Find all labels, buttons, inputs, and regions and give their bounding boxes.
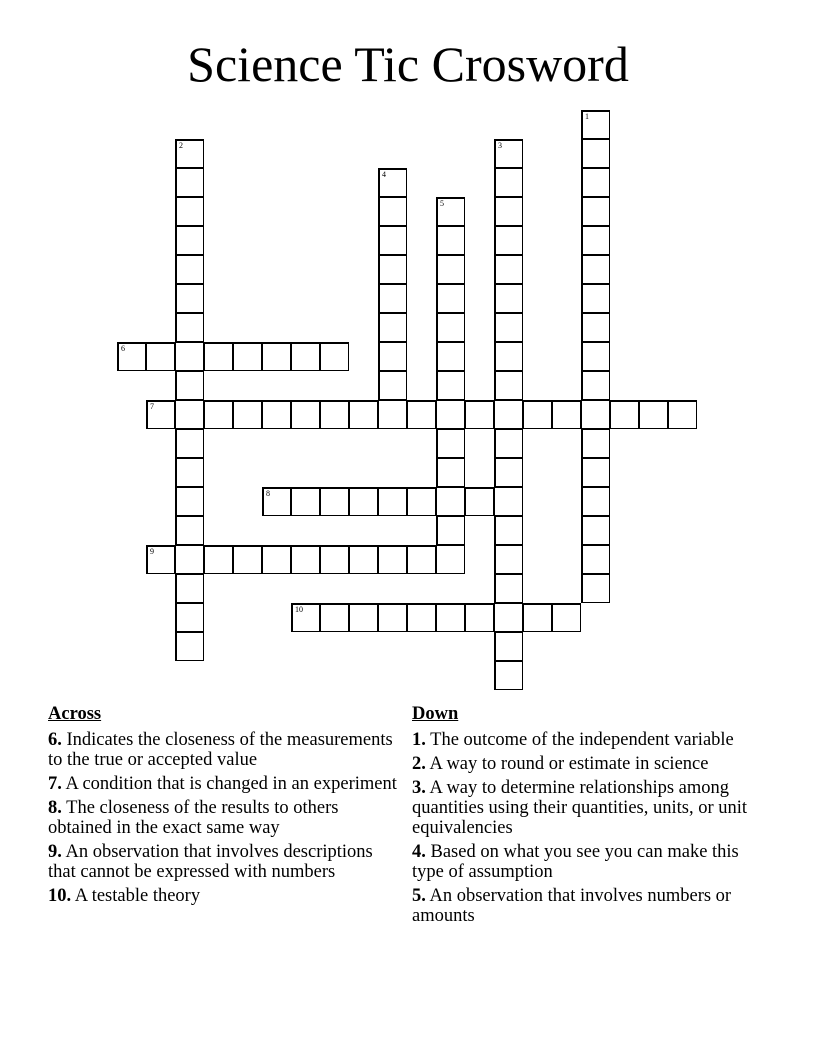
- clue-number: 10.: [48, 886, 72, 906]
- grid-cell[interactable]: [523, 603, 552, 632]
- clue-number-label: 10: [295, 605, 303, 614]
- grid-cell[interactable]: [494, 429, 523, 458]
- grid-cell[interactable]: [494, 255, 523, 284]
- grid-cell[interactable]: [668, 400, 697, 429]
- grid-cell[interactable]: [378, 284, 407, 313]
- grid-cell[interactable]: [552, 603, 581, 632]
- grid-cell[interactable]: [407, 400, 436, 429]
- clue-across-6: [48, 730, 404, 770]
- grid-cell[interactable]: [291, 342, 320, 371]
- grid-cell[interactable]: [581, 545, 610, 574]
- grid-cell[interactable]: [175, 342, 204, 371]
- grid-cell[interactable]: [581, 197, 610, 226]
- across-clues: [48, 702, 404, 910]
- grid-cell[interactable]: [175, 516, 204, 545]
- grid-cell[interactable]: [436, 284, 465, 313]
- grid-cell[interactable]: [494, 661, 523, 690]
- down-heading: Down: [412, 704, 459, 724]
- clue-across-9: [48, 842, 404, 882]
- grid-cell[interactable]: [146, 545, 175, 574]
- grid-cell[interactable]: [581, 226, 610, 255]
- grid-cell[interactable]: [494, 603, 523, 632]
- clue-number-label: 3: [498, 141, 502, 150]
- clue-down-5: [412, 886, 762, 926]
- grid-cell[interactable]: [175, 429, 204, 458]
- page-title: Science Tic Crosword: [187, 36, 629, 92]
- grid-cell[interactable]: [204, 400, 233, 429]
- grid-cell[interactable]: [494, 197, 523, 226]
- grid-cell[interactable]: [494, 458, 523, 487]
- grid-cell[interactable]: [175, 313, 204, 342]
- grid-cell[interactable]: [639, 400, 668, 429]
- grid-cell[interactable]: [552, 400, 581, 429]
- grid-cell[interactable]: [349, 487, 378, 516]
- clue-number-label: 2: [179, 141, 183, 150]
- grid-cell[interactable]: [175, 487, 204, 516]
- grid-cell[interactable]: [378, 342, 407, 371]
- grid-cell[interactable]: [494, 574, 523, 603]
- grid-cell[interactable]: [436, 342, 465, 371]
- across-heading: Across: [48, 704, 102, 724]
- grid-cell[interactable]: [436, 255, 465, 284]
- grid-cell[interactable]: [581, 255, 610, 284]
- grid-cell[interactable]: [581, 429, 610, 458]
- clue-number-label: 5: [440, 199, 444, 208]
- clue-number-label: 9: [150, 547, 154, 556]
- clue-text: The outcome of the independent variable: [430, 730, 734, 750]
- grid-cell[interactable]: [494, 139, 523, 168]
- grid-cell[interactable]: [291, 545, 320, 574]
- grid-cell[interactable]: [175, 139, 204, 168]
- grid-cell[interactable]: [581, 516, 610, 545]
- clue-number-label: 7: [150, 402, 154, 411]
- grid-cell[interactable]: [349, 603, 378, 632]
- clue-text: Indicates the closeness of the measurements to the true or accepted value: [48, 730, 393, 770]
- grid-cell[interactable]: [436, 226, 465, 255]
- grid-cell[interactable]: [175, 603, 204, 632]
- grid-cell[interactable]: [262, 487, 291, 516]
- grid-cell[interactable]: [262, 545, 291, 574]
- grid-cell[interactable]: [175, 284, 204, 313]
- clue-down-2: [412, 754, 762, 774]
- grid-cell[interactable]: [349, 400, 378, 429]
- clue-down-1: [412, 730, 762, 750]
- grid-cell[interactable]: [436, 516, 465, 545]
- grid-cell[interactable]: [175, 458, 204, 487]
- clue-number: 3.: [412, 778, 426, 798]
- grid-cell[interactable]: [494, 313, 523, 342]
- grid-cell[interactable]: [204, 342, 233, 371]
- grid-cell[interactable]: [320, 603, 349, 632]
- clue-text: Based on what you see you can make this type of assumption: [412, 842, 739, 882]
- grid-cell[interactable]: [378, 197, 407, 226]
- grid-cell[interactable]: [436, 603, 465, 632]
- grid-cell[interactable]: [581, 342, 610, 371]
- grid-cell[interactable]: [523, 400, 552, 429]
- grid-cell[interactable]: [117, 342, 146, 371]
- grid-cell[interactable]: [291, 487, 320, 516]
- grid-cell[interactable]: [320, 342, 349, 371]
- grid-cell[interactable]: [465, 603, 494, 632]
- grid-cell[interactable]: [494, 342, 523, 371]
- clue-across-8: [48, 798, 404, 838]
- clue-number: 9.: [48, 842, 62, 862]
- down-clues: [412, 702, 762, 930]
- grid-cell[interactable]: [175, 574, 204, 603]
- grid-cell[interactable]: [175, 197, 204, 226]
- grid-cell[interactable]: [581, 284, 610, 313]
- grid-cell[interactable]: [175, 168, 204, 197]
- clue-text: A condition that is changed in an experiment: [65, 774, 397, 794]
- grid-cell[interactable]: [175, 226, 204, 255]
- grid-cell[interactable]: [494, 400, 523, 429]
- grid-cell[interactable]: [436, 400, 465, 429]
- grid-cell[interactable]: [378, 371, 407, 400]
- grid-cell[interactable]: [146, 400, 175, 429]
- grid-cell[interactable]: [494, 632, 523, 661]
- grid-cell[interactable]: [465, 487, 494, 516]
- clue-text: The closeness of the results to others obtained in the exact same way: [48, 798, 339, 838]
- grid-cell[interactable]: [407, 545, 436, 574]
- clue-across-10: [48, 886, 404, 906]
- grid-cell[interactable]: [494, 284, 523, 313]
- clue-text: An observation that involves numbers or amounts: [412, 886, 732, 926]
- grid-cell[interactable]: [233, 400, 262, 429]
- clue-number: 4.: [412, 842, 426, 862]
- grid-cell[interactable]: [494, 516, 523, 545]
- grid-cell[interactable]: [262, 400, 291, 429]
- grid-cell[interactable]: [436, 197, 465, 226]
- grid-cell[interactable]: [378, 226, 407, 255]
- grid-cell[interactable]: [175, 400, 204, 429]
- grid-cell[interactable]: [262, 342, 291, 371]
- grid-cell[interactable]: [494, 545, 523, 574]
- grid-cell[interactable]: [291, 603, 320, 632]
- grid-cell[interactable]: [436, 429, 465, 458]
- grid-cell[interactable]: [436, 487, 465, 516]
- clue-number: 2.: [412, 754, 426, 774]
- grid-cell[interactable]: [175, 545, 204, 574]
- clue-number: 8.: [48, 798, 62, 818]
- grid-cell[interactable]: [436, 371, 465, 400]
- grid-cell[interactable]: [378, 487, 407, 516]
- grid-cell[interactable]: [581, 139, 610, 168]
- grid-cell[interactable]: [378, 603, 407, 632]
- clue-number: 5.: [412, 886, 426, 906]
- grid-cell[interactable]: [233, 342, 262, 371]
- grid-cell[interactable]: [378, 400, 407, 429]
- grid-cell[interactable]: [349, 545, 378, 574]
- grid-cell[interactable]: [581, 168, 610, 197]
- clue-number-label: 6: [121, 344, 125, 353]
- grid-cell[interactable]: [291, 400, 320, 429]
- grid-cell[interactable]: [436, 545, 465, 574]
- grid-cell[interactable]: [581, 574, 610, 603]
- grid-cell[interactable]: [320, 487, 349, 516]
- grid-cell[interactable]: [233, 545, 262, 574]
- grid-cell[interactable]: [610, 400, 639, 429]
- grid-cell[interactable]: [378, 545, 407, 574]
- clue-number: 6.: [48, 730, 62, 750]
- grid-cell[interactable]: [581, 458, 610, 487]
- grid-cell[interactable]: [494, 487, 523, 516]
- clue-down-3: [412, 778, 762, 838]
- clue-number: 1.: [412, 730, 426, 750]
- clue-number: 7.: [48, 774, 62, 794]
- grid-cell[interactable]: [320, 400, 349, 429]
- grid-cell[interactable]: [378, 168, 407, 197]
- grid-cell[interactable]: [494, 226, 523, 255]
- grid-cell[interactable]: [465, 400, 494, 429]
- grid-cell[interactable]: [378, 255, 407, 284]
- grid-cell[interactable]: [581, 110, 610, 139]
- clue-down-4: [412, 842, 762, 882]
- clue-text: A way to round or estimate in science: [429, 754, 709, 774]
- clue-text: A way to determine relationships among quantities using their quantities, units, or unit equivalencies: [412, 778, 748, 838]
- clue-number-label: 1: [585, 112, 589, 121]
- clue-across-7: [48, 774, 404, 794]
- grid-cell[interactable]: [146, 342, 175, 371]
- grid-cell[interactable]: [407, 603, 436, 632]
- grid-cell[interactable]: [175, 632, 204, 661]
- grid-cell[interactable]: [407, 487, 436, 516]
- clue-number-label: 4: [382, 170, 386, 179]
- grid-cell[interactable]: [175, 255, 204, 284]
- grid-cell[interactable]: [204, 545, 233, 574]
- clue-text: A testable theory: [74, 886, 201, 906]
- grid-cell[interactable]: [494, 168, 523, 197]
- grid-cell[interactable]: [436, 313, 465, 342]
- grid-cell[interactable]: [436, 458, 465, 487]
- grid-cell[interactable]: [581, 371, 610, 400]
- grid-cell[interactable]: [581, 313, 610, 342]
- grid-cell[interactable]: [320, 545, 349, 574]
- clue-number-label: 8: [266, 489, 270, 498]
- grid-cell[interactable]: [175, 371, 204, 400]
- grid-cell[interactable]: [494, 371, 523, 400]
- grid-cell[interactable]: [378, 313, 407, 342]
- clue-text: An observation that involves descriptions that cannot be expressed with numbers: [48, 842, 373, 882]
- grid-cell[interactable]: [581, 400, 610, 429]
- grid-cell[interactable]: [581, 487, 610, 516]
